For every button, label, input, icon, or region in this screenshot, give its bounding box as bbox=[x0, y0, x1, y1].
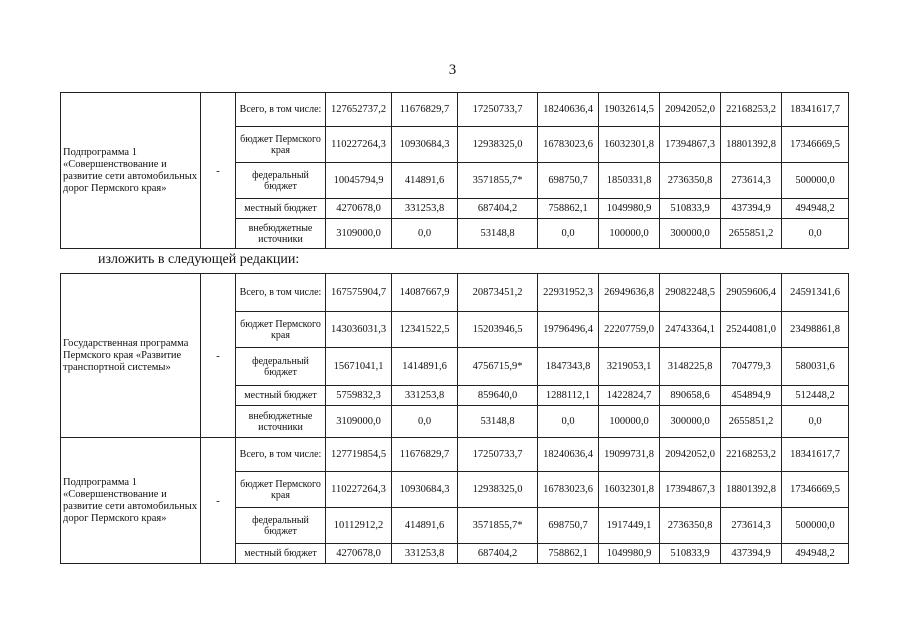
amount-cell: 110227264,3 bbox=[326, 127, 392, 163]
amount-cell: 2736350,8 bbox=[660, 163, 721, 199]
amount-cell: 2655851,2 bbox=[721, 219, 782, 249]
amount-cell: 12938325,0 bbox=[458, 472, 538, 508]
amount-cell: 11676829,7 bbox=[392, 93, 458, 127]
amount-cell: 10045794,9 bbox=[326, 163, 392, 199]
amount-cell: 16783023,6 bbox=[538, 127, 599, 163]
amount-cell: 698750,7 bbox=[538, 163, 599, 199]
amount-cell: 687404,2 bbox=[458, 544, 538, 564]
funding-source-cell: бюджет Пермского края bbox=[236, 127, 326, 163]
amount-cell: 273614,3 bbox=[721, 508, 782, 544]
amount-cell: 1422824,7 bbox=[599, 386, 660, 406]
amount-cell: 1049980,9 bbox=[599, 544, 660, 564]
amount-cell: 10930684,3 bbox=[392, 127, 458, 163]
amount-cell: 698750,7 bbox=[538, 508, 599, 544]
funding-table-old bbox=[60, 92, 849, 249]
amount-cell: 127652737,2 bbox=[326, 93, 392, 127]
amount-cell: 1847343,8 bbox=[538, 348, 599, 386]
amount-cell: 25244081,0 bbox=[721, 312, 782, 348]
amount-cell: 0,0 bbox=[392, 219, 458, 249]
amount-cell: 0,0 bbox=[538, 406, 599, 438]
executor-cell: - bbox=[201, 274, 236, 438]
amount-cell: 14087667,9 bbox=[392, 274, 458, 312]
amount-cell: 24743364,1 bbox=[660, 312, 721, 348]
amount-cell: 1049980,9 bbox=[599, 199, 660, 219]
amount-cell: 758862,1 bbox=[538, 199, 599, 219]
amount-cell: 17250733,7 bbox=[458, 93, 538, 127]
amount-cell: 300000,0 bbox=[660, 219, 721, 249]
amount-cell: 127719854,5 bbox=[326, 438, 392, 472]
amount-cell: 580031,6 bbox=[782, 348, 849, 386]
amount-cell: 10930684,3 bbox=[392, 472, 458, 508]
page-number: 3 bbox=[448, 62, 457, 78]
amount-cell: 22207759,0 bbox=[599, 312, 660, 348]
amount-cell: 20873451,2 bbox=[458, 274, 538, 312]
amount-cell: 18801392,8 bbox=[721, 127, 782, 163]
amount-cell: 15203946,5 bbox=[458, 312, 538, 348]
amount-cell: 890658,6 bbox=[660, 386, 721, 406]
amount-cell: 18240636,4 bbox=[538, 438, 599, 472]
amount-cell: 17250733,7 bbox=[458, 438, 538, 472]
amount-cell: 29059606,4 bbox=[721, 274, 782, 312]
amount-cell: 22931952,3 bbox=[538, 274, 599, 312]
amount-cell: 494948,2 bbox=[782, 544, 849, 564]
amount-cell: 18341617,7 bbox=[782, 438, 849, 472]
amount-cell: 494948,2 bbox=[782, 199, 849, 219]
amount-cell: 16032301,8 bbox=[599, 127, 660, 163]
funding-source-cell: Всего, в том числе: bbox=[236, 93, 326, 127]
amount-cell: 4270678,0 bbox=[326, 199, 392, 219]
amount-cell: 500000,0 bbox=[782, 163, 849, 199]
table-row bbox=[61, 438, 849, 472]
amount-cell: 500000,0 bbox=[782, 508, 849, 544]
amount-cell: 454894,9 bbox=[721, 386, 782, 406]
funding-source-cell: местный бюджет bbox=[236, 386, 326, 406]
funding-source-cell: местный бюджет bbox=[236, 199, 326, 219]
amount-cell: 53148,8 bbox=[458, 219, 538, 249]
amount-cell: 100000,0 bbox=[599, 219, 660, 249]
amount-cell: 331253,8 bbox=[392, 199, 458, 219]
amount-cell: 26949636,8 bbox=[599, 274, 660, 312]
amount-cell: 414891,6 bbox=[392, 508, 458, 544]
amount-cell: 23498861,8 bbox=[782, 312, 849, 348]
amount-cell: 0,0 bbox=[782, 406, 849, 438]
amount-cell: 19099731,8 bbox=[599, 438, 660, 472]
amount-cell: 704779,3 bbox=[721, 348, 782, 386]
program-name-cell: Подпрограмма 1 «Совершенствование и развитие сети автомобильных дорог Пермского края» bbox=[61, 93, 201, 249]
amount-cell: 19032614,5 bbox=[599, 93, 660, 127]
funding-source-cell: бюджет Пермского края bbox=[236, 472, 326, 508]
amount-cell: 16032301,8 bbox=[599, 472, 660, 508]
amount-cell: 0,0 bbox=[392, 406, 458, 438]
amount-cell: 18240636,4 bbox=[538, 93, 599, 127]
funding-source-cell: внебюджетные источники bbox=[236, 219, 326, 249]
amount-cell: 1917449,1 bbox=[599, 508, 660, 544]
amount-cell: 414891,6 bbox=[392, 163, 458, 199]
amount-cell: 2736350,8 bbox=[660, 508, 721, 544]
funding-source-cell: федеральный бюджет bbox=[236, 163, 326, 199]
funding-source-cell: Всего, в том числе: bbox=[236, 438, 326, 472]
amount-cell: 437394,9 bbox=[721, 199, 782, 219]
table-row bbox=[61, 93, 849, 127]
amount-cell: 17394867,3 bbox=[660, 127, 721, 163]
amount-cell: 273614,3 bbox=[721, 163, 782, 199]
amount-cell: 1850331,8 bbox=[599, 163, 660, 199]
amount-cell: 17346669,5 bbox=[782, 472, 849, 508]
amount-cell: 1414891,6 bbox=[392, 348, 458, 386]
amount-cell: 19796496,4 bbox=[538, 312, 599, 348]
funding-source-cell: бюджет Пермского края bbox=[236, 312, 326, 348]
amount-cell: 437394,9 bbox=[721, 544, 782, 564]
amount-cell: 12938325,0 bbox=[458, 127, 538, 163]
amount-cell: 17346669,5 bbox=[782, 127, 849, 163]
amount-cell: 2655851,2 bbox=[721, 406, 782, 438]
amount-cell: 1288112,1 bbox=[538, 386, 599, 406]
amount-cell: 300000,0 bbox=[660, 406, 721, 438]
amount-cell: 167575904,7 bbox=[326, 274, 392, 312]
funding-source-cell: местный бюджет bbox=[236, 544, 326, 564]
amount-cell: 5759832,3 bbox=[326, 386, 392, 406]
funding-table-new bbox=[60, 273, 849, 564]
amount-cell: 3109000,0 bbox=[326, 406, 392, 438]
funding-source-cell: Всего, в том числе: bbox=[236, 274, 326, 312]
amount-cell: 4756715,9* bbox=[458, 348, 538, 386]
amount-cell: 859640,0 bbox=[458, 386, 538, 406]
amount-cell: 12341522,5 bbox=[392, 312, 458, 348]
amount-cell: 4270678,0 bbox=[326, 544, 392, 564]
amount-cell: 3109000,0 bbox=[326, 219, 392, 249]
executor-cell: - bbox=[201, 438, 236, 564]
amount-cell: 3571855,7* bbox=[458, 508, 538, 544]
funding-source-cell: федеральный бюджет bbox=[236, 508, 326, 544]
amount-cell: 20942052,0 bbox=[660, 93, 721, 127]
amount-cell: 510833,9 bbox=[660, 199, 721, 219]
amount-cell: 16783023,6 bbox=[538, 472, 599, 508]
amount-cell: 687404,2 bbox=[458, 199, 538, 219]
amount-cell: 17394867,3 bbox=[660, 472, 721, 508]
amount-cell: 3148225,8 bbox=[660, 348, 721, 386]
amount-cell: 0,0 bbox=[538, 219, 599, 249]
amount-cell: 3219053,1 bbox=[599, 348, 660, 386]
amount-cell: 29082248,5 bbox=[660, 274, 721, 312]
amount-cell: 510833,9 bbox=[660, 544, 721, 564]
table-row bbox=[61, 274, 849, 312]
funding-source-cell: внебюджетные источники bbox=[236, 406, 326, 438]
funding-source-cell: федеральный бюджет bbox=[236, 348, 326, 386]
amount-cell: 3571855,7* bbox=[458, 163, 538, 199]
amount-cell: 512448,2 bbox=[782, 386, 849, 406]
amount-cell: 100000,0 bbox=[599, 406, 660, 438]
amount-cell: 331253,8 bbox=[392, 386, 458, 406]
amount-cell: 0,0 bbox=[782, 219, 849, 249]
amount-cell: 20942052,0 bbox=[660, 438, 721, 472]
amount-cell: 24591341,6 bbox=[782, 274, 849, 312]
amount-cell: 53148,8 bbox=[458, 406, 538, 438]
amendment-caption: изложить в следующей редакции: bbox=[98, 252, 300, 267]
amount-cell: 758862,1 bbox=[538, 544, 599, 564]
amount-cell: 15671041,1 bbox=[326, 348, 392, 386]
amount-cell: 18801392,8 bbox=[721, 472, 782, 508]
amount-cell: 18341617,7 bbox=[782, 93, 849, 127]
program-name-cell: Подпрограмма 1 «Совершенствование и развитие сети автомобильных дорог Пермского края» bbox=[61, 438, 201, 564]
amount-cell: 22168253,2 bbox=[721, 438, 782, 472]
amount-cell: 143036031,3 bbox=[326, 312, 392, 348]
amount-cell: 22168253,2 bbox=[721, 93, 782, 127]
executor-cell: - bbox=[201, 93, 236, 249]
amount-cell: 110227264,3 bbox=[326, 472, 392, 508]
amount-cell: 10112912,2 bbox=[326, 508, 392, 544]
amount-cell: 331253,8 bbox=[392, 544, 458, 564]
program-name-cell: Государственная программа Пермского края «Развитие транспортной системы» bbox=[61, 274, 201, 438]
amount-cell: 11676829,7 bbox=[392, 438, 458, 472]
